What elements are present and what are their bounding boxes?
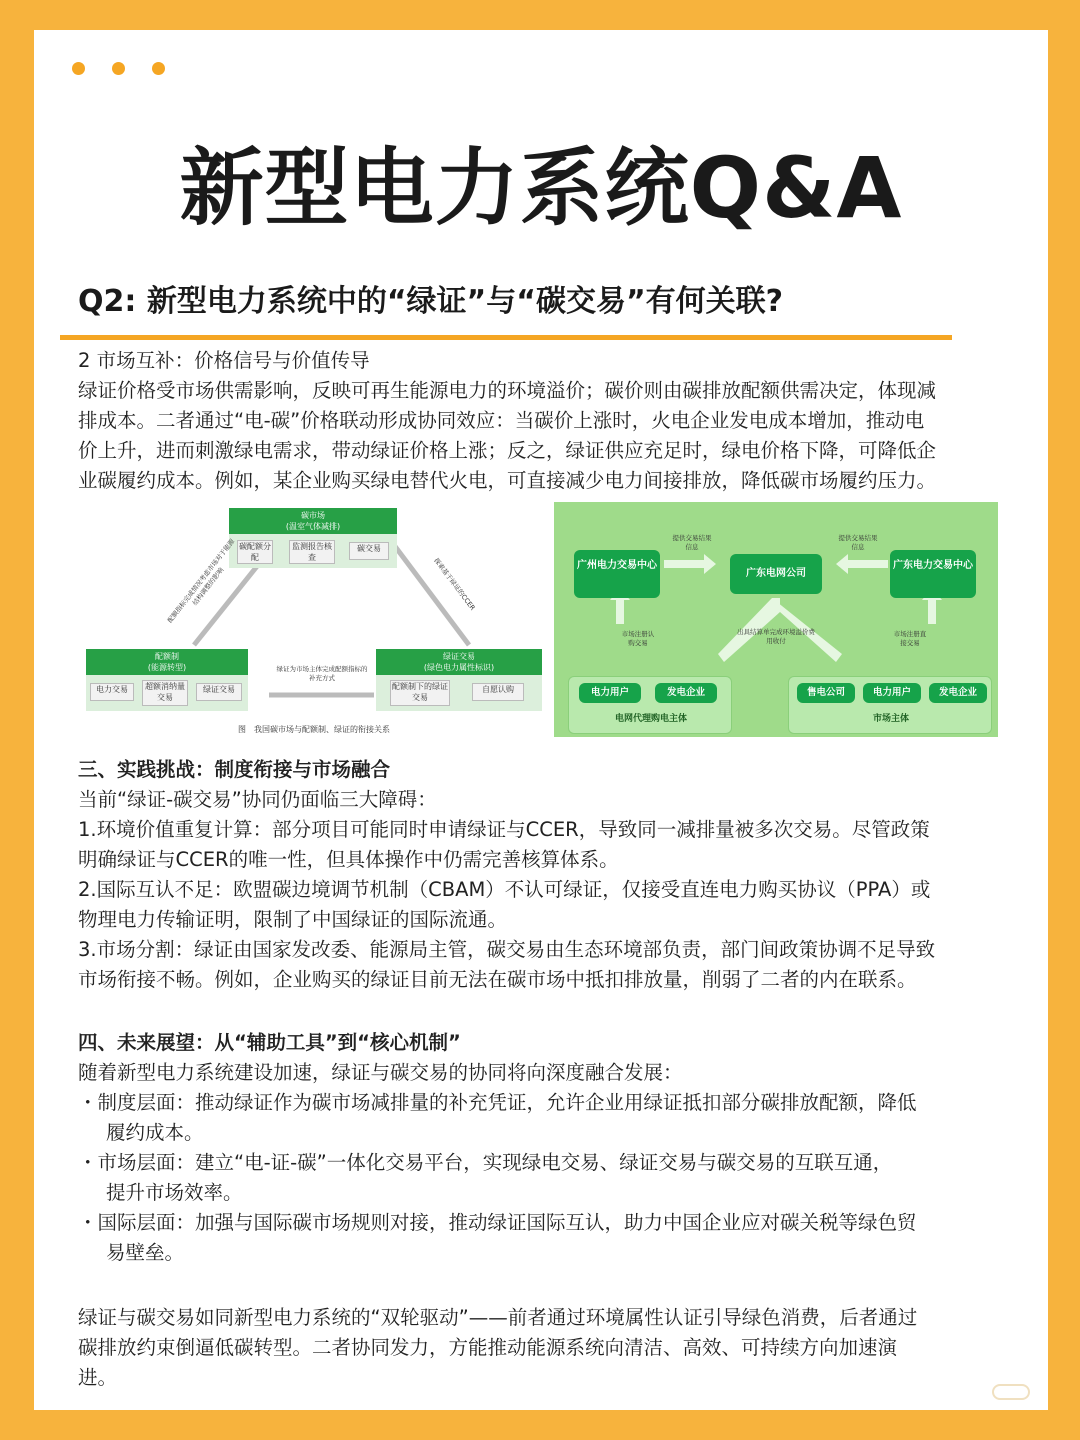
paragraph-line: 碳排放约束倒逼低碳转型。二者协同发力，方能推动能源系统向清洁、高效、可持续方向加速演 — [78, 1336, 898, 1359]
bullet-item-continuation: 提升市场效率。 — [106, 1181, 243, 1204]
power-user-node: 电力用户 — [579, 683, 641, 703]
question-heading: Q2: 新型电力系统中的“绿证”与“碳交易”有何关联? — [78, 284, 784, 319]
green-cert-box — [376, 649, 542, 675]
dot-icon — [152, 62, 165, 75]
generator-node: 发电企业 — [929, 683, 987, 703]
heading-underline — [60, 335, 952, 340]
item-voluntary-subscription: 自愿认购 — [472, 683, 524, 701]
item-carbon-trading: 碳交易 — [349, 542, 389, 560]
bottom-arrow-label: 绿证为市场主体完成配额指标的补充方式 — [276, 665, 368, 682]
quota-system-box — [86, 649, 248, 675]
content-card — [34, 30, 1048, 1410]
box-title: 碳市场 — [301, 511, 325, 520]
paragraph-line: 市场衔接不畅。例如，企业购买的绿证目前无法在碳市场中抵扣排放量，削弱了二者的内在联系。 — [78, 968, 917, 991]
flow-label: 市场注册认购交易 — [621, 630, 655, 647]
paragraph-line: 1.环境价值重复计算：部分项目可能同时申请绿证与CCER，导致同一减排量被多次交易。尽管政策 — [78, 818, 930, 841]
dot-icon — [72, 62, 85, 75]
watermark-icon — [992, 1384, 1030, 1400]
item-power-trading: 电力交易 — [90, 683, 134, 701]
bullet-item: ・市场层面：建立“电-证-碳”一体化交易平台，实现绿电交易、绿证交易与碳交易的互联互通， — [78, 1151, 893, 1174]
left-arrow-label: 配额指标完成情况考虑市场对于能源结构调整的影响 — [165, 537, 237, 625]
retailer-node: 售电公司 — [797, 683, 855, 703]
box-subtitle: (绿色电力属性标识) — [423, 663, 495, 672]
section-practice-challenges — [78, 755, 1022, 995]
paragraph-line: 绿证价格受市场供需影响，反映可再生能源电力的环境溢价；碳价则由碳排放配额供需决定，体现减 — [78, 379, 937, 402]
carbon-market-items — [229, 534, 397, 568]
right-arrow-label: 探索基于绿证的CCER — [432, 556, 477, 612]
grid-agent-panel — [568, 676, 732, 734]
flow-label: 出具结算单完成环境溢价费用收付 — [737, 628, 815, 645]
flow-label: 提供交易结果信息 — [838, 534, 878, 551]
bullet-item-continuation: 履约成本。 — [106, 1121, 204, 1144]
item-green-cert-trading: 绿证交易 — [196, 683, 242, 701]
bullet-item-continuation: 易壁垒。 — [106, 1241, 185, 1264]
dot-icon — [112, 62, 125, 75]
figure-carbon-market-relationship — [84, 505, 544, 737]
guangdong-exchange-node: 广东电力交易中心 — [890, 550, 976, 598]
guangzhou-exchange-node: 广州电力交易中心 — [574, 550, 660, 598]
figure-green-cert-flow — [554, 502, 998, 737]
item-quota-green-cert: 配额制下的绿证交易 — [390, 680, 450, 706]
section-future-outlook — [78, 1028, 1022, 1268]
box-title: 绿证交易 — [443, 652, 475, 661]
generator-node: 发电企业 — [655, 683, 717, 703]
flow-label: 提供交易结果信息 — [672, 534, 712, 551]
paragraph-line: 明确绿证与CCER的唯一性，但具体操作中仍需完善核算体系。 — [78, 848, 619, 871]
paragraph-line: 随着新型电力系统建设加速，绿证与碳交易的协同将向深度融合发展： — [78, 1061, 683, 1084]
grid-company-node: 广东电网公司 — [730, 554, 822, 594]
paragraph-line: 绿证与碳交易如同新型电力系统的“双轮驱动”——前者通过环境属性认证引导绿色消费，后者通过 — [78, 1306, 918, 1329]
page-title: 新型电力系统Q&A — [179, 139, 903, 237]
panel-caption: 电网代理购电主体 — [614, 714, 687, 724]
bullet-item: ・制度层面：推动绿证作为碳市场减排量的补充凭证，允许企业用绿证抵扣部分碳排放配额，降低 — [78, 1091, 917, 1114]
paragraph-line: 物理电力传输证明，限制了中国绿证的国际流通。 — [78, 908, 508, 931]
box-subtitle: (温室气体减排) — [285, 522, 341, 531]
paragraph-line: 价上升，进而刺激绿电需求，带动绿证价格上涨；反之，绿证供应充足时，绿电价格下降，可降低企 — [78, 439, 937, 462]
quota-system-items — [86, 675, 248, 711]
market-entity-panel — [788, 676, 992, 734]
section-heading: 三、实践挑战：制度衔接与市场融合 — [78, 758, 391, 781]
panel-caption: 市场主体 — [872, 714, 909, 724]
box-subtitle: (能源转型) — [147, 663, 187, 672]
section-heading: 四、未来展望：从“辅助工具”到“核心机制” — [78, 1031, 461, 1054]
power-user-node: 电力用户 — [863, 683, 921, 703]
paragraph-line: 当前“绿证-碳交易”协同仍面临三大障碍： — [78, 788, 437, 811]
item-quota-allocation: 碳配额分配 — [239, 542, 271, 562]
box-title: 配额制 — [155, 652, 179, 661]
item-excess-consumption: 超额消纳量交易 — [142, 680, 188, 706]
section-market-complement — [78, 346, 1022, 496]
paragraph-line: 2.国际互认不足：欧盟碳边境调节机制（CBAM）不认可绿证，仅接受直连电力购买协议（PPA）或 — [78, 878, 931, 901]
carbon-market-box — [229, 508, 397, 534]
paragraph-line: 进。 — [78, 1366, 118, 1389]
paragraph-line: 3.市场分割：绿证由国家发改委、能源局主管，碳交易由生态环境部负责，部门间政策协调不足导致 — [78, 938, 936, 961]
paragraph-line: 业碳履约成本。例如，某企业购买绿电替代火电，可直接减少电力间接排放，降低碳市场履约压力。 — [78, 469, 937, 492]
conclusion-paragraph — [78, 1303, 1022, 1393]
flow-label: 市场注册直接交易 — [893, 630, 927, 647]
paragraph-line: 排成本。二者通过“电-碳”价格联动形成协同效应：当碳价上涨时，火电企业发电成本增加，推动电 — [78, 409, 925, 432]
bullet-item: ・国际层面：加强与国际碳市场规则对接，推动绿证国际互认，助力中国企业应对碳关税等绿色贸 — [78, 1211, 917, 1234]
item-mrv: 监测报告核查 — [289, 540, 335, 564]
green-cert-items — [376, 675, 542, 711]
section-heading: 2 市场互补：价格信号与价值传导 — [78, 349, 370, 372]
figure-caption: 图 我国碳市场与配额制、绿证的衔接关系 — [238, 725, 390, 734]
